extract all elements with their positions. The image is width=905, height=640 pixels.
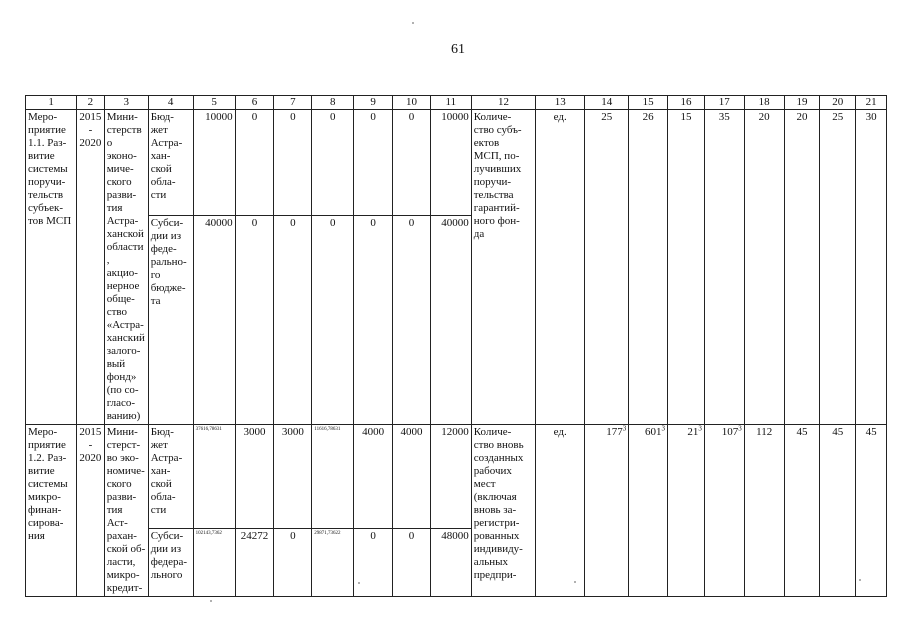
target-value [668,425,705,597]
funding-source: Бюд- жет Астра- хан- ской обла- сти [148,110,193,216]
footnote-mark: 3 [698,424,702,433]
footnote-mark: 3 [622,424,627,433]
funding-2015: 3000 [235,425,274,529]
funding-2019: 4000 [393,425,431,529]
funding-2020: 10000 [430,110,471,216]
target-number: 45 [865,426,877,438]
target-value: 35 [704,110,744,425]
col-21: 21 [856,96,887,110]
target-value: 25 [585,110,629,425]
funding-source: Субси- дии из феде- рально- го бюдже- та [148,216,193,425]
col-3: 3 [104,96,148,110]
col-20: 20 [820,96,856,110]
funding-2015: 0 [235,216,274,425]
funding-2019: 0 [393,216,431,425]
funding-2018: 4000 [354,425,393,529]
indicator-unit: ед. [536,110,585,425]
funding-total: 102143,7362 [193,529,235,597]
col-14: 14 [585,96,629,110]
funding-2016: 0 [274,529,312,597]
target-number: 45 [832,426,844,438]
funding-2017: 11616,78631 [312,425,354,529]
col-15: 15 [629,96,668,110]
scan-speck [210,600,212,602]
funding-source: Бюд- жет Астра- хан- ской обла- сти [148,425,193,529]
col-7: 7 [274,96,312,110]
footnote-mark: 3 [738,424,742,433]
scan-speck [859,579,861,581]
col-1: 1 [26,96,77,110]
funding-2020: 12000 [430,425,471,529]
funding-2018: 0 [354,216,393,425]
col-13: 13 [536,96,585,110]
col-10: 10 [393,96,431,110]
scan-speck [412,22,414,24]
funding-2018: 0 [354,529,393,597]
funding-2016: 0 [274,110,312,216]
target-value: 30 [856,110,887,425]
column-number-row [26,96,887,110]
target-number: 45 [796,426,808,438]
funding-2016: 3000 [274,425,312,529]
funding-2017: 29871,73622 [312,529,354,597]
col-5: 5 [193,96,235,110]
col-9: 9 [354,96,393,110]
funding-2017: 0 [312,216,354,425]
col-18: 18 [744,96,784,110]
program-table [25,95,887,597]
indicator-unit: ед. [536,425,585,597]
target-value [784,425,820,597]
target-value [856,425,887,597]
period: 2015 - 2020 [77,110,105,425]
col-19: 19 [784,96,820,110]
col-11: 11 [430,96,471,110]
activity-name: Меро- приятие 1.1. Раз- витие системы поручи- тельств субъек- тов МСП [26,110,77,425]
activity-name: Меро- приятие 1.2. Раз- витие системы микро- финан- сирова- ния [26,425,77,597]
col-4: 4 [148,96,193,110]
target-number: 107 [721,426,739,438]
target-number: 177 [606,426,623,438]
target-value: 26 [629,110,668,425]
scan-speck [574,581,576,583]
target-value [744,425,784,597]
funding-2017: 0 [312,110,354,216]
funding-2018: 0 [354,110,393,216]
target-value: 20 [744,110,784,425]
funding-total: 37616,78631 [193,425,235,529]
indicator-name: Количе- ство вновь созданных рабочих мест (включая вновь за- регистри- рованных индивиду- альных предпри- [471,425,535,597]
col-16: 16 [668,96,705,110]
funding-2015: 0 [235,110,274,216]
target-value: 25 [820,110,856,425]
table-row [26,110,887,216]
executor: Мини- стерст- во эко- номиче- ского разви- тия Аст- рахан- ской об- ласти, микро- кредит- [104,425,148,597]
funding-source: Субси- дии из федера- льного [148,529,193,597]
target-value: 15 [668,110,705,425]
footnote-mark: 3 [661,424,666,433]
col-2: 2 [77,96,105,110]
target-number: 601 [645,426,662,438]
funding-2019: 0 [393,110,431,216]
target-value [704,425,744,597]
target-value [629,425,668,597]
table-row [26,425,887,529]
col-8: 8 [312,96,354,110]
target-value [820,425,856,597]
indicator-name: Количе- ство субъ- ектов МСП, по- лучивших поручи- тельства гарантий- ного фон- да [471,110,535,425]
scan-speck [358,582,360,584]
funding-total: 40000 [193,216,235,425]
funding-2020: 48000 [430,529,471,597]
target-number: 112 [756,426,773,438]
funding-2020: 40000 [430,216,471,425]
executor: Мини- стерство эконо- миче- ского разви- тия Астра- ханской области, акцио- нерное обще- ство «Астра- ханский залого- вый фонд» (по со- гласо- ванию) [104,110,148,425]
target-value [585,425,629,597]
funding-2016: 0 [274,216,312,425]
col-6: 6 [235,96,274,110]
funding-total: 10000 [193,110,235,216]
target-value: 20 [784,110,820,425]
col-17: 17 [704,96,744,110]
col-12: 12 [471,96,535,110]
funding-2015: 24272 [235,529,274,597]
page-number: 61 [451,42,465,57]
period: 2015 - 2020 [77,425,105,597]
target-number: 21 [687,426,699,438]
funding-2019: 0 [393,529,431,597]
